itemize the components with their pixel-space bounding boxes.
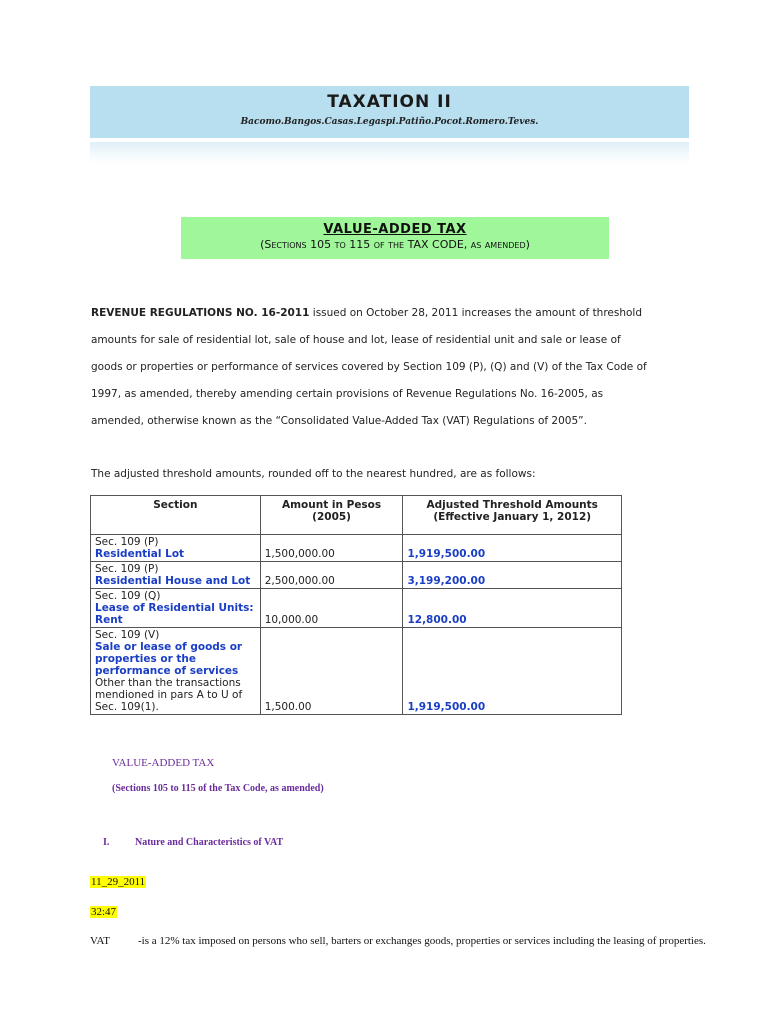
vat-heading-title: VALUE-ADDED TAX: [323, 222, 467, 237]
amount-cell: 2,500,000.00: [260, 562, 403, 589]
header-section: Section: [91, 496, 261, 535]
section-code: Sec. 109 (Q): [95, 590, 161, 602]
section-name: Residential Lot: [95, 548, 185, 560]
adjusted-cell: 1,919,500.00: [403, 628, 622, 715]
header-reflection: [90, 142, 689, 164]
table-row: [91, 589, 622, 628]
vat-term: VAT: [90, 935, 110, 947]
section-code: Sec. 109 (P): [95, 563, 159, 575]
outline-item-number: I.: [103, 837, 110, 848]
section-note: Other than the transactions mendioned in pars A to U of Sec. 109(1).: [95, 677, 243, 713]
highlighted-timestamp: 32:47: [91, 906, 117, 918]
adjusted-thresholds-line: The adjusted threshold amounts, rounded off to the nearest hundred, are as follows:: [91, 468, 536, 480]
adjusted-cell: 12,800.00: [403, 589, 622, 628]
section-code: Sec. 109 (V): [95, 629, 160, 641]
section-title: VALUE-ADDED TAX: [112, 757, 215, 769]
outline-item-title: Nature and Characteristics of VAT: [135, 837, 284, 848]
vat-heading-subtitle: (Sections 105 to 115 of the TAX CODE, as amended): [260, 238, 530, 251]
amount-cell: 10,000.00: [260, 589, 403, 628]
highlighted-date: 11_29_2011: [91, 876, 146, 888]
document-title: TAXATION II: [327, 92, 452, 112]
threshold-table: [90, 495, 622, 715]
section-subtitle: (Sections 105 to 115 of the Tax Code, as amended): [112, 783, 324, 794]
header-banner: [90, 86, 689, 138]
revenue-regulation-title: REVENUE REGULATIONS NO. 16-2011: [91, 307, 310, 319]
section-cell: [91, 535, 261, 562]
table-row: [91, 628, 622, 715]
intro-paragraph: [91, 300, 651, 435]
amount-cell: 1,500,000.00: [260, 535, 403, 562]
authors-line: Bacomo.Bangos.Casas.Legaspi.Patiño.Pocot.Romero.Teves.: [240, 117, 539, 127]
table-header-row: [91, 496, 622, 535]
section-name: Residential House and Lot: [95, 575, 251, 587]
section-cell: [91, 589, 261, 628]
adjusted-cell: 3,199,200.00: [403, 562, 622, 589]
header-adjusted: Adjusted Threshold Amounts (Effective January 1, 2012): [403, 496, 622, 535]
section-cell: [91, 628, 261, 715]
vat-definition: [90, 935, 706, 947]
section-cell: [91, 562, 261, 589]
vat-heading-box: [181, 217, 609, 259]
vat-definition-text: -is a 12% tax imposed on persons who sell, barters or exchanges goods, properties or services including the leasing of properties.: [138, 935, 706, 947]
table-row: [91, 562, 622, 589]
outline-item: [103, 837, 283, 848]
table-row: [91, 535, 622, 562]
amount-cell: 1,500.00: [260, 628, 403, 715]
revenue-regulation-text: issued on October 28, 2011 increases the amount of threshold amounts for sale of residential lot, sale of house and lot, lease of residential unit and sale or lease of goods or properties or performance of services covered by Section 109 (P), (Q) and (V) of the Tax Code of 1997, as amended, thereby amending certain provisions of Revenue Regulations No. 16-2005, as amended, otherwise known as the “Consolidated Value-Added Tax (VAT) Regulations of 2005”.: [91, 307, 647, 427]
section-name: Lease of Residential Units: Rent: [95, 602, 254, 626]
section-name: Sale or lease of goods or properties or the performance of services: [95, 641, 243, 677]
header-amount: Amount in Pesos (2005): [260, 496, 403, 535]
adjusted-cell: 1,919,500.00: [403, 535, 622, 562]
section-code: Sec. 109 (P): [95, 536, 159, 548]
